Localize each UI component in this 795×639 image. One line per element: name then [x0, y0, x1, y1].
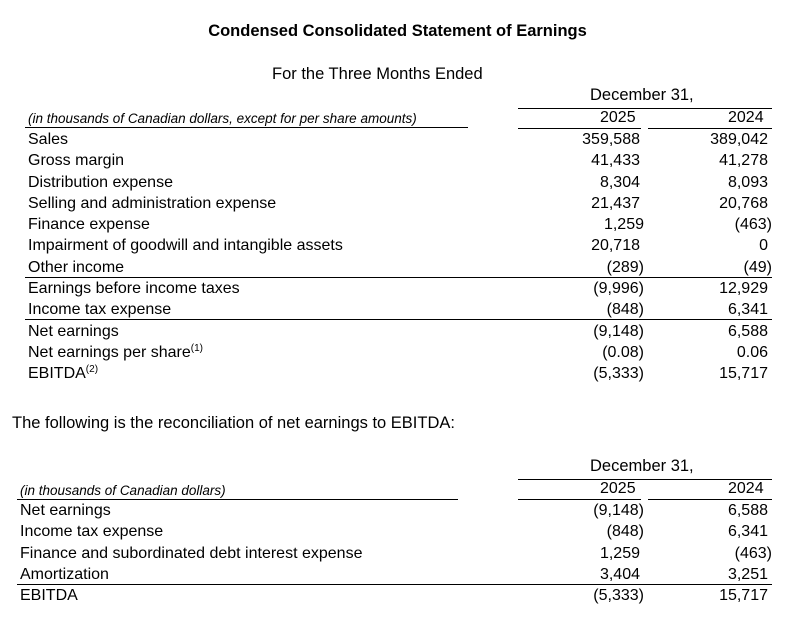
statement-title: Condensed Consolidated Statement of Earnings: [208, 22, 587, 40]
period-label: For the Three Months Ended: [272, 65, 483, 83]
date-header: December 31,: [590, 86, 694, 104]
col-header-2024: 2024: [728, 109, 764, 126]
col-header-2025: 2025: [600, 480, 636, 497]
table-row: Finance expense 1,259 (463): [28, 216, 772, 234]
table-row: Finance and subordinated debt interest expense 1,259 (463): [20, 544, 772, 562]
col-header-2024: 2024: [728, 480, 764, 497]
table-row: EBITDA$^{(2)}$ (5,333) 15,717: [28, 364, 768, 383]
table-row: Net earnings per share$^{(1)}$ (0.08) 0.06: [28, 342, 768, 361]
table-row: Amortization 3,404 3,251: [20, 565, 768, 583]
divider: [17, 584, 772, 585]
units-note: (in thousands of Canadian dollars): [20, 483, 226, 498]
table-row: Other income (289) (49): [28, 258, 772, 276]
units-note: (in thousands of Canadian dollars, except for per share amounts): [28, 111, 417, 126]
date-header: December 31,: [590, 457, 694, 475]
reconciliation-title: The following is the reconciliation of net earnings to EBITDA:: [12, 414, 455, 432]
table-row: Impairment of goodwill and intangible assets 20,718 0: [28, 237, 768, 255]
table-row: Income tax expense (848) 6,341: [20, 523, 768, 541]
table-row: Gross margin 41,433 41,278: [28, 152, 768, 170]
col-header-2025: 2025: [600, 109, 636, 126]
table-row: EBITDA (5,333) 15,717: [20, 587, 768, 605]
table-row: Sales 359,588 389,042: [28, 131, 768, 148]
table-row: Net earnings (9,148) 6,588: [28, 322, 768, 340]
divider: [25, 319, 772, 320]
table-row: Selling and administration expense 21,437 20,768: [28, 194, 768, 212]
table-row: Earnings before income taxes (9,996) 12,929: [28, 280, 768, 298]
table-row: Net earnings (9,148) 6,588: [20, 502, 768, 519]
divider: [25, 277, 772, 278]
table-row: Distribution expense 8,304 8,093: [28, 173, 768, 191]
table-row: Income tax expense (848) 6,341: [28, 301, 768, 319]
